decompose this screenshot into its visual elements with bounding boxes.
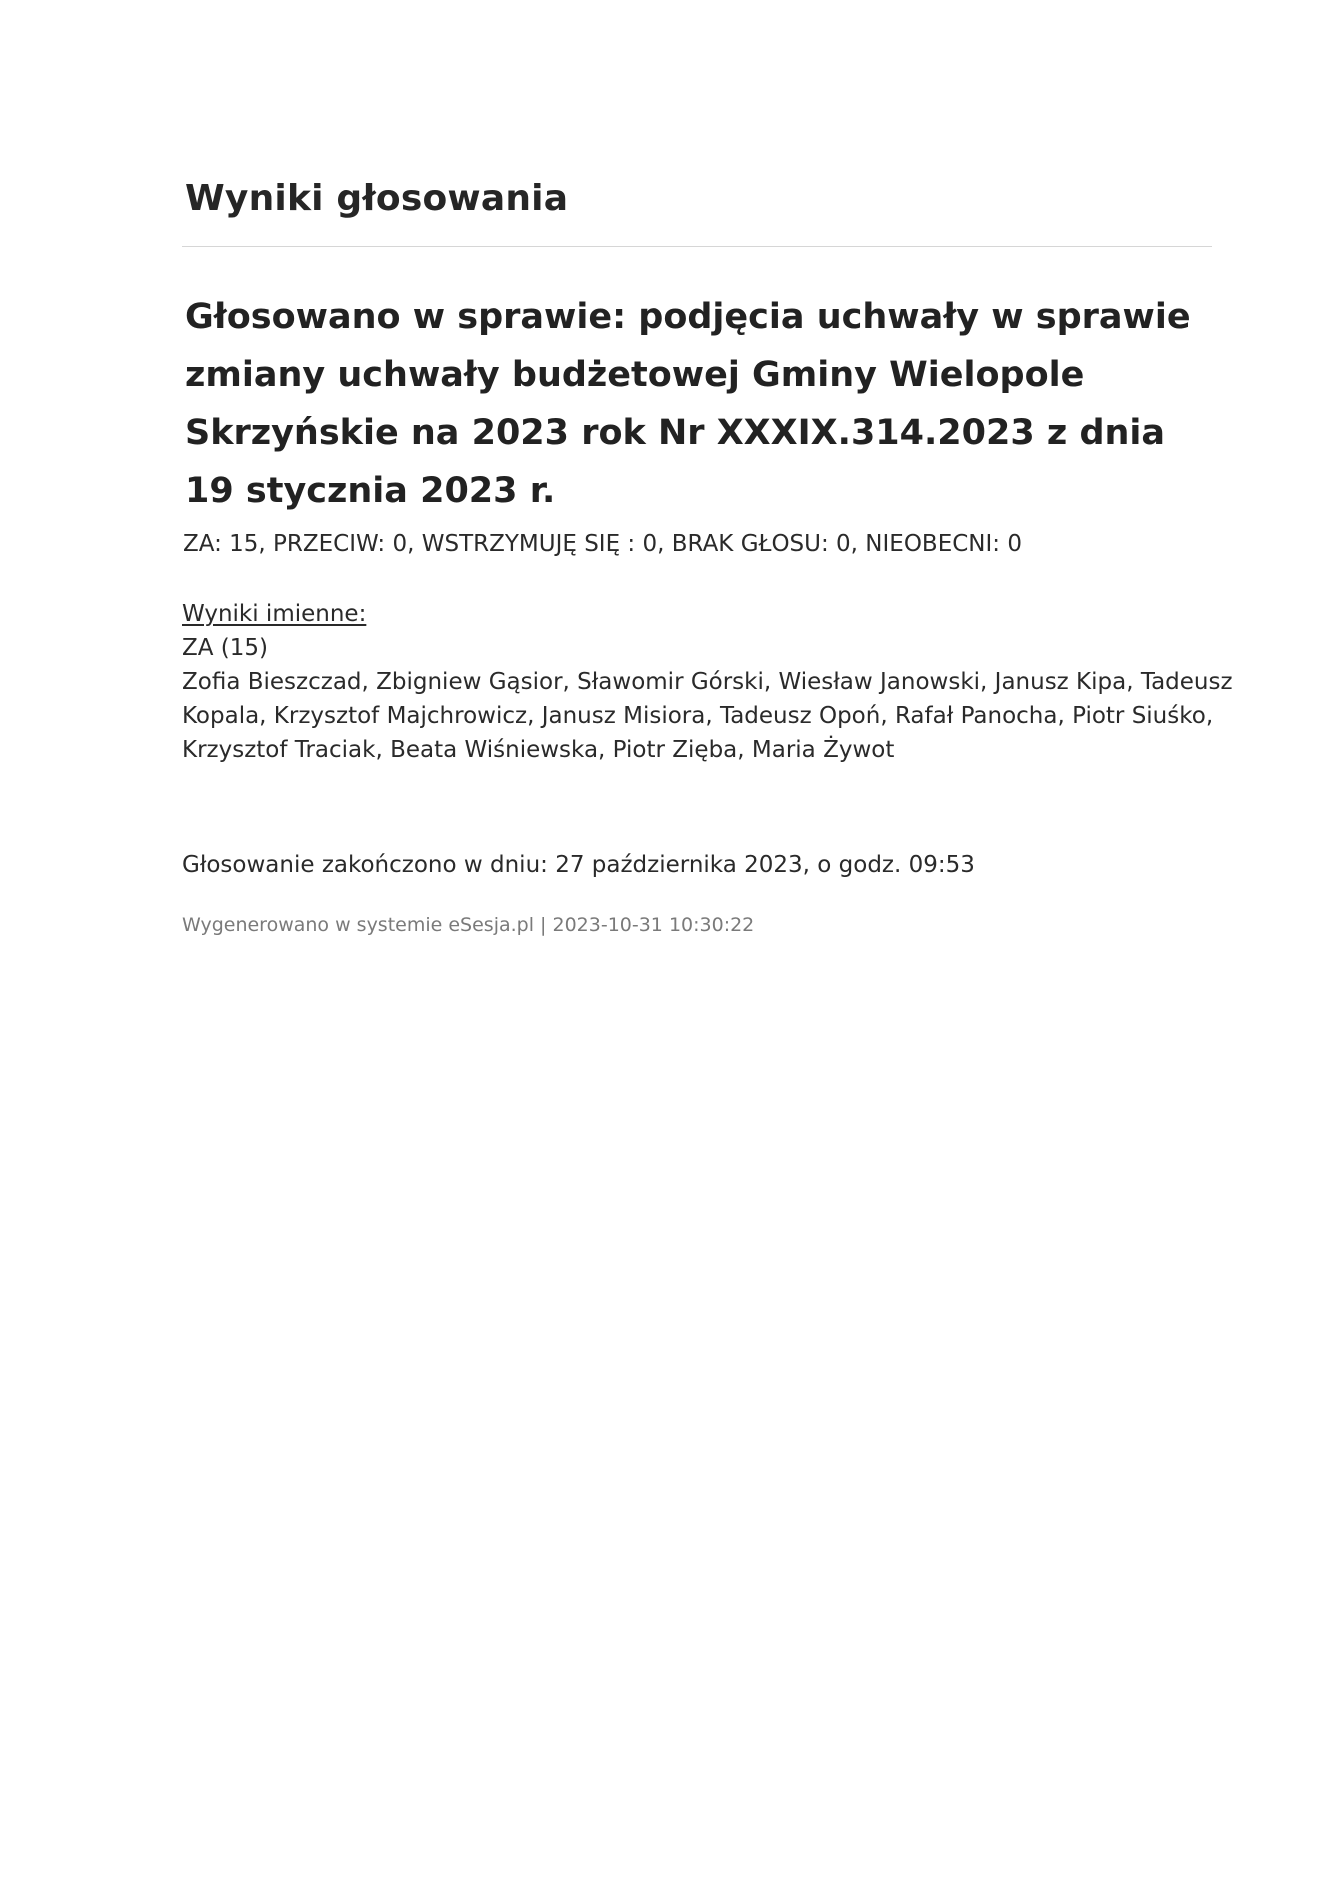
- generated-footer: Wygenerowano w systemie eSesja.pl | 2023-10-31 10:30:22: [182, 914, 755, 936]
- vote-group-label: ZA (15): [182, 635, 269, 661]
- voter-names: Zofia Bieszczad, Zbigniew Gąsior, Sławomir Górski, Wiesław Janowski, Janusz Kipa, Tadeusz Kopala, Krzysztof Majchrowicz, Janusz Misiora, Tadeusz Opoń, Rafał Panocha, Piotr Siuśko, Krzysztof Traciak, Beata Wiśniewska, Piotr Zięba, Maria Żywot: [182, 669, 1233, 763]
- vote-subject: Głosowano w sprawie: podjęcia uchwały w sprawie zmiany uchwały budżetowej Gminy Wielopole Skrzyńskie na 2023 rok Nr XXXIX.314.2023 z dnia 19 stycznia 2023 r.: [185, 297, 1191, 511]
- named-results-title: Wyniki imienne:: [182, 601, 367, 627]
- vote-summary: ZA: 15, PRZECIW: 0, WSTRZYMUJĘ SIĘ : 0, BRAK GŁOSU: 0, NIEOBECNI: 0: [183, 531, 1022, 557]
- divider: [182, 246, 1212, 247]
- page-title: Wyniki głosowania: [185, 178, 569, 219]
- named-results: [182, 597, 1242, 767]
- vote-end-info: Głosowanie zakończono w dniu: 27 października 2023, o godz. 09:53: [182, 852, 975, 878]
